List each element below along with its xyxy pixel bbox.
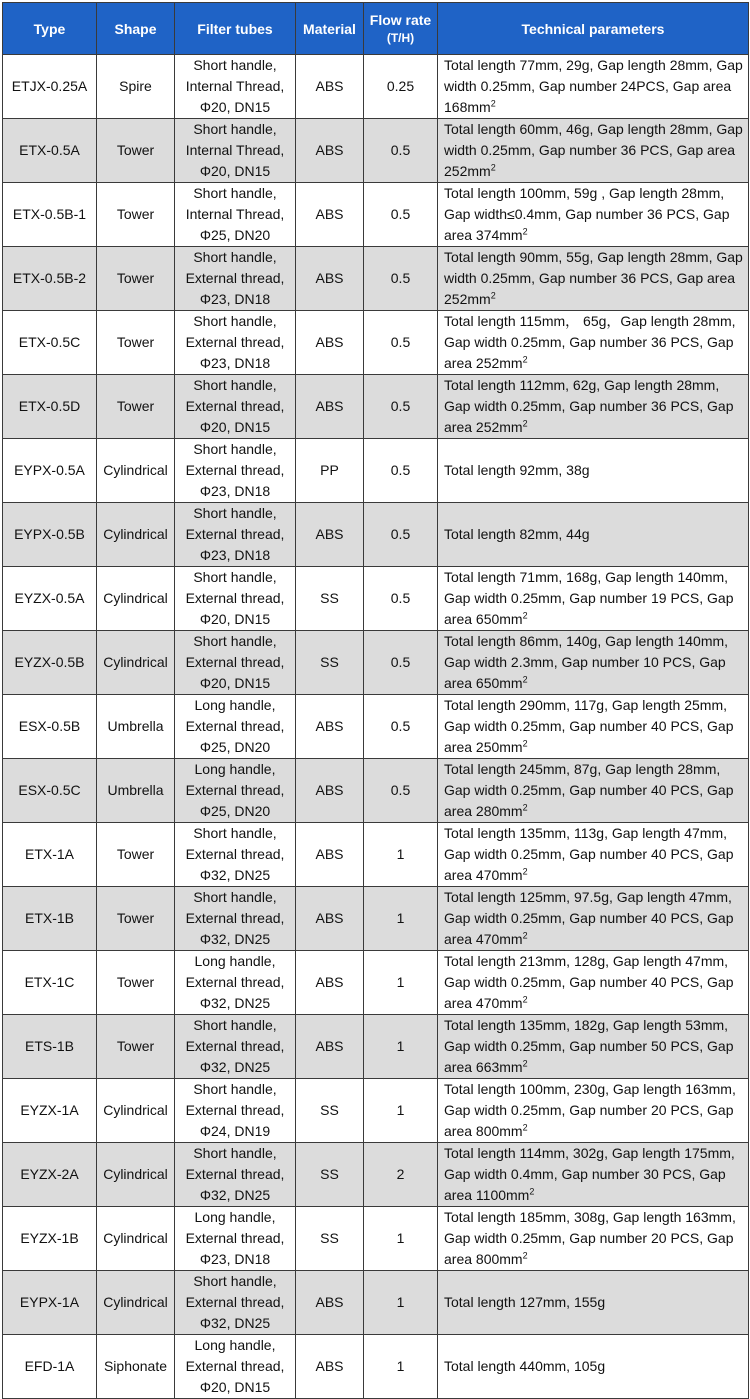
filter-tube-line: Φ32, DN25 [199, 867, 271, 883]
filter-tube-line: Φ32, DN25 [199, 1315, 271, 1331]
cell-shape: Umbrella [97, 759, 175, 823]
cell-type: ETX-1C [3, 951, 97, 1015]
cell-flow-rate: 0.5 [364, 247, 438, 311]
table-row [3, 439, 749, 503]
filter-tube-line: Short handle, [193, 313, 277, 329]
technical-text: Total length 114mm, 302g, Gap length 175mm, Gap width 0.4mm, Gap number 30 PCS, Gap area 1100mm [444, 1145, 735, 1203]
cell-type: ETJX-0.25A [3, 55, 97, 119]
cell-filter-tube [175, 55, 296, 119]
cell-shape: Tower [97, 375, 175, 439]
cell-shape: Tower [97, 951, 175, 1015]
cell-material: ABS [296, 951, 364, 1015]
cell-flow-rate: 2 [364, 1143, 438, 1207]
technical-text: Total length 100mm, 59g , Gap length 28mm, Gap width≤0.4mm, Gap number 36 PCS, Gap area 374mm [444, 185, 730, 243]
filter-tube-line: Short handle, [193, 1017, 277, 1033]
cell-material: SS [296, 1079, 364, 1143]
area-unit-superscript: 2 [522, 738, 528, 749]
cell-flow-rate: 0.5 [364, 759, 438, 823]
table-row [3, 1143, 749, 1207]
technical-text: Total length 125mm, 97.5g, Gap length 47mm, Gap width 0.25mm, Gap number 40 PCS, Gap area 470mm [444, 889, 734, 947]
cell-type: EYZX-2A [3, 1143, 97, 1207]
cell-filter-tube [175, 375, 296, 439]
cell-filter-tube [175, 695, 296, 759]
cell-flow-rate: 0.5 [364, 567, 438, 631]
cell-shape: Cylindrical [97, 631, 175, 695]
technical-text: Total length 100mm, 230g, Gap length 163mm, Gap width 0.25mm, Gap number 20 PCS, Gap area 800mm [444, 1081, 736, 1139]
cell-material: ABS [296, 503, 364, 567]
area-unit-superscript: 2 [522, 866, 528, 877]
cell-material: SS [296, 1143, 364, 1207]
header-type: Type [3, 3, 97, 55]
cell-material: ABS [296, 1335, 364, 1399]
filter-tube-line: Φ32, DN25 [199, 995, 271, 1011]
filter-tube-line: Long handle, [194, 953, 276, 969]
technical-text: Total length 112mm, 62g, Gap length 28mm, Gap width 0.25mm, Gap number 36 PCS, Gap area 252mm [444, 377, 734, 435]
filter-tube-line: External thread, [185, 462, 285, 478]
cell-technical-parameters [438, 375, 749, 439]
cell-technical-parameters [438, 759, 749, 823]
cell-material: SS [296, 1207, 364, 1271]
filter-tube-line: Φ32, DN25 [199, 931, 271, 947]
area-unit-superscript: 2 [522, 674, 528, 685]
filter-tube-line: Φ20, DN15 [199, 419, 271, 435]
cell-type: EYZX-0.5A [3, 567, 97, 631]
cell-type: EYZX-1B [3, 1207, 97, 1271]
filter-tube-line: Φ20, DN15 [199, 1379, 271, 1395]
table-row [3, 311, 749, 375]
area-unit-superscript: 2 [522, 994, 528, 1005]
cell-shape: Tower [97, 119, 175, 183]
cell-technical-parameters [438, 951, 749, 1015]
filter-tube-line: Φ32, DN25 [199, 1187, 271, 1203]
filter-tube-line: External thread, [185, 1102, 285, 1118]
cell-technical-parameters [438, 887, 749, 951]
filter-tube-line: Φ25, DN20 [199, 227, 271, 243]
filter-tube-line: Long handle, [194, 1337, 276, 1353]
header-filter-tubes: Filter tubes [175, 3, 296, 55]
cell-shape: Tower [97, 311, 175, 375]
cell-shape: Tower [97, 1015, 175, 1079]
flow-rate-unit: (T/H) [386, 30, 415, 45]
area-unit-superscript: 2 [522, 802, 528, 813]
cell-filter-tube [175, 1079, 296, 1143]
cell-material: ABS [296, 695, 364, 759]
cell-filter-tube [175, 1271, 296, 1335]
cell-shape: Cylindrical [97, 1079, 175, 1143]
cell-flow-rate: 0.5 [364, 183, 438, 247]
filter-tube-line: Φ20, DN15 [199, 99, 271, 115]
filter-tube-line: Short handle, [193, 1145, 277, 1161]
cell-shape: Siphonate [97, 1335, 175, 1399]
technical-text: Total length 245mm, 87g, Gap length 28mm, Gap width 0.25mm, Gap number 40 PCS, Gap area 280mm [444, 761, 734, 819]
table-row [3, 1207, 749, 1271]
filter-tube-line: Short handle, [193, 441, 277, 457]
table-row [3, 1271, 749, 1335]
filter-tube-line: Φ25, DN20 [199, 739, 271, 755]
area-unit-superscript: 2 [522, 930, 528, 941]
cell-filter-tube [175, 823, 296, 887]
filter-tube-line: External thread, [185, 334, 285, 350]
filter-tube-line: External thread, [185, 846, 285, 862]
cell-technical-parameters [438, 183, 749, 247]
filter-tube-line: Φ20, DN15 [199, 611, 271, 627]
cell-flow-rate: 0.5 [364, 439, 438, 503]
cell-filter-tube [175, 887, 296, 951]
table-row [3, 759, 749, 823]
cell-flow-rate: 0.5 [364, 631, 438, 695]
filter-tube-line: External thread, [185, 1358, 285, 1374]
filter-tube-line: External thread, [185, 1294, 285, 1310]
filter-tube-line: Short handle, [193, 249, 277, 265]
cell-material: ABS [296, 119, 364, 183]
filter-tube-line: Short handle, [193, 633, 277, 649]
cell-material: ABS [296, 1015, 364, 1079]
cell-shape: Spire [97, 55, 175, 119]
filter-tube-line: Short handle, [193, 889, 277, 905]
cell-filter-tube [175, 311, 296, 375]
cell-shape: Cylindrical [97, 567, 175, 631]
filter-tube-line: Short handle, [193, 1273, 277, 1289]
cell-technical-parameters [438, 1207, 749, 1271]
filter-tube-line: External thread, [185, 526, 285, 542]
cell-filter-tube [175, 439, 296, 503]
table-row [3, 1335, 749, 1399]
cell-type: EYZX-1A [3, 1079, 97, 1143]
technical-text: Total length 92mm, 38g [444, 462, 590, 478]
cell-flow-rate: 0.5 [364, 311, 438, 375]
technical-text: Total length 115mm， 65g，Gap length 28mm, Gap width 0.25mm, Gap number 36 PCS, Gap area 252mm [444, 313, 736, 371]
cell-flow-rate: 1 [364, 951, 438, 1015]
filter-tube-line: Φ23, DN18 [199, 483, 271, 499]
filter-tube-line: Φ23, DN18 [199, 291, 271, 307]
filter-tube-line: Φ24, DN19 [199, 1123, 271, 1139]
header-flow-rate [364, 3, 438, 55]
technical-text: Total length 135mm, 182g, Gap length 53mm, Gap width 0.25mm, Gap number 50 PCS, Gap area 663mm [444, 1017, 734, 1075]
cell-shape: Cylindrical [97, 1271, 175, 1335]
technical-text: Total length 440mm, 105g [444, 1358, 606, 1374]
cell-filter-tube [175, 951, 296, 1015]
cell-flow-rate: 0.5 [364, 695, 438, 759]
cell-type: ETS-1B [3, 1015, 97, 1079]
cell-material: ABS [296, 759, 364, 823]
technical-text: Total length 90mm, 55g, Gap length 28mm, Gap width 0.25mm, Gap number 36 PCS, Gap area 252mm [444, 249, 743, 307]
cell-flow-rate: 0.5 [364, 375, 438, 439]
cell-technical-parameters [438, 55, 749, 119]
filter-tube-line: External thread, [185, 1038, 285, 1054]
filter-tube-line: Φ23, DN18 [199, 355, 271, 371]
technical-text: Total length 185mm, 308g, Gap length 163mm, Gap width 0.25mm, Gap number 20 PCS, Gap area 800mm [444, 1209, 736, 1267]
cell-material: ABS [296, 247, 364, 311]
filter-tube-line: Φ23, DN18 [199, 1251, 271, 1267]
table-row [3, 887, 749, 951]
filter-tube-line: External thread, [185, 1166, 285, 1182]
table-row [3, 695, 749, 759]
table-row [3, 1079, 749, 1143]
filter-tube-line: External thread, [185, 782, 285, 798]
spec-table [2, 2, 749, 1399]
cell-flow-rate: 1 [364, 823, 438, 887]
cell-shape: Cylindrical [97, 1143, 175, 1207]
filter-tube-line: Short handle, [193, 569, 277, 585]
cell-filter-tube [175, 567, 296, 631]
cell-technical-parameters [438, 567, 749, 631]
cell-technical-parameters [438, 503, 749, 567]
area-unit-superscript: 2 [522, 1250, 528, 1261]
table-row [3, 183, 749, 247]
area-unit-superscript: 2 [490, 162, 496, 173]
cell-type: ETX-0.5B-1 [3, 183, 97, 247]
cell-material: ABS [296, 311, 364, 375]
filter-tube-line: Short handle, [193, 825, 277, 841]
cell-technical-parameters [438, 439, 749, 503]
cell-type: ETX-0.5B-2 [3, 247, 97, 311]
cell-type: ETX-1A [3, 823, 97, 887]
filter-tube-line: Short handle, [193, 57, 277, 73]
filter-tube-line: Φ20, DN15 [199, 163, 271, 179]
cell-type: ESX-0.5C [3, 759, 97, 823]
cell-filter-tube [175, 183, 296, 247]
filter-tube-line: Short handle, [193, 185, 277, 201]
table-row [3, 503, 749, 567]
cell-shape: Tower [97, 247, 175, 311]
cell-filter-tube [175, 1015, 296, 1079]
cell-technical-parameters [438, 695, 749, 759]
filter-tube-line: Long handle, [194, 761, 276, 777]
area-unit-superscript: 2 [490, 290, 496, 301]
cell-flow-rate: 0.5 [364, 119, 438, 183]
technical-text: Total length 86mm, 140g, Gap length 140mm, Gap width 2.3mm, Gap number 10 PCS, Gap area 650mm [444, 633, 729, 691]
filter-tube-line: External thread, [185, 974, 285, 990]
cell-type: ETX-1B [3, 887, 97, 951]
filter-tube-line: External thread, [185, 910, 285, 926]
cell-material: ABS [296, 55, 364, 119]
cell-flow-rate: 1 [364, 1015, 438, 1079]
cell-flow-rate: 1 [364, 1207, 438, 1271]
cell-material: SS [296, 631, 364, 695]
technical-text: Total length 77mm, 29g, Gap length 28mm, Gap width 0.25mm, Gap number 24PCS, Gap area 168mm [444, 57, 743, 115]
cell-material: ABS [296, 375, 364, 439]
cell-shape: Tower [97, 183, 175, 247]
table-row [3, 119, 749, 183]
cell-technical-parameters [438, 1143, 749, 1207]
cell-shape: Cylindrical [97, 503, 175, 567]
area-unit-superscript: 2 [522, 418, 528, 429]
cell-flow-rate: 1 [364, 1079, 438, 1143]
cell-shape: Tower [97, 887, 175, 951]
filter-tube-line: Internal Thread, [185, 78, 285, 94]
cell-filter-tube [175, 1207, 296, 1271]
cell-technical-parameters [438, 311, 749, 375]
filter-tube-line: External thread, [185, 654, 285, 670]
cell-type: ETX-0.5D [3, 375, 97, 439]
cell-shape: Cylindrical [97, 439, 175, 503]
technical-text: Total length 82mm, 44g [444, 526, 590, 542]
filter-tube-line: External thread, [185, 590, 285, 606]
header-row [3, 3, 749, 55]
cell-filter-tube [175, 119, 296, 183]
cell-material: ABS [296, 183, 364, 247]
cell-shape: Umbrella [97, 695, 175, 759]
filter-tube-line: Φ32, DN25 [199, 1059, 271, 1075]
header-shape: Shape [97, 3, 175, 55]
cell-technical-parameters [438, 1335, 749, 1399]
cell-flow-rate: 1 [364, 887, 438, 951]
cell-filter-tube [175, 1143, 296, 1207]
area-unit-superscript: 2 [490, 98, 496, 109]
table-row [3, 951, 749, 1015]
area-unit-superscript: 2 [529, 1186, 535, 1197]
cell-technical-parameters [438, 823, 749, 887]
table-row [3, 55, 749, 119]
cell-type: EFD-1A [3, 1335, 97, 1399]
filter-tube-line: Long handle, [194, 697, 276, 713]
filter-tube-line: External thread, [185, 1230, 285, 1246]
cell-type: ESX-0.5B [3, 695, 97, 759]
filter-tube-line: Internal Thread, [185, 206, 285, 222]
cell-shape: Tower [97, 823, 175, 887]
table-row [3, 247, 749, 311]
technical-text: Total length 71mm, 168g, Gap length 140mm, Gap width 0.25mm, Gap number 19 PCS, Gap area 650mm [444, 569, 734, 627]
filter-tube-line: External thread, [185, 718, 285, 734]
cell-technical-parameters [438, 1015, 749, 1079]
table-row [3, 567, 749, 631]
cell-flow-rate: 1 [364, 1271, 438, 1335]
technical-text: Total length 60mm, 46g, Gap length 28mm, Gap width 0.25mm, Gap number 36 PCS, Gap area 252mm [444, 121, 743, 179]
cell-technical-parameters [438, 631, 749, 695]
area-unit-superscript: 2 [522, 1122, 528, 1133]
cell-type: ETX-0.5C [3, 311, 97, 375]
cell-filter-tube [175, 631, 296, 695]
cell-material: SS [296, 567, 364, 631]
filter-tube-line: Long handle, [194, 1209, 276, 1225]
cell-filter-tube [175, 759, 296, 823]
area-unit-superscript: 2 [522, 610, 528, 621]
technical-text: Total length 127mm, 155g [444, 1294, 606, 1310]
filter-tube-line: Short handle, [193, 377, 277, 393]
cell-flow-rate: 0.25 [364, 55, 438, 119]
cell-type: EYPX-1A [3, 1271, 97, 1335]
cell-flow-rate: 1 [364, 1335, 438, 1399]
cell-flow-rate: 0.5 [364, 503, 438, 567]
technical-text: Total length 290mm, 117g, Gap length 25mm, Gap width 0.25mm, Gap number 40 PCS, Gap area 250mm [444, 697, 734, 755]
filter-tube-line: Short handle, [193, 1081, 277, 1097]
cell-technical-parameters [438, 1079, 749, 1143]
area-unit-superscript: 2 [522, 226, 528, 237]
technical-text: Total length 213mm, 128g, Gap length 47mm, Gap width 0.25mm, Gap number 40 PCS, Gap area 470mm [444, 953, 734, 1011]
filter-tube-line: External thread, [185, 398, 285, 414]
technical-text: Total length 135mm, 113g, Gap length 47mm, Gap width 0.25mm, Gap number 40 PCS, Gap area 470mm [444, 825, 734, 883]
cell-material: ABS [296, 823, 364, 887]
table-row [3, 631, 749, 695]
cell-shape: Cylindrical [97, 1207, 175, 1271]
cell-technical-parameters [438, 247, 749, 311]
header-technical-parameters: Technical parameters [438, 3, 749, 55]
filter-tube-line: Short handle, [193, 505, 277, 521]
cell-type: EYZX-0.5B [3, 631, 97, 695]
cell-material: PP [296, 439, 364, 503]
cell-technical-parameters [438, 1271, 749, 1335]
area-unit-superscript: 2 [522, 1058, 528, 1069]
filter-tube-line: Φ20, DN15 [199, 675, 271, 691]
flow-rate-label: Flow rate [369, 11, 432, 28]
table-row [3, 375, 749, 439]
cell-technical-parameters [438, 119, 749, 183]
table-row [3, 1015, 749, 1079]
filter-tube-line: Φ23, DN18 [199, 547, 271, 563]
table-row [3, 823, 749, 887]
cell-filter-tube [175, 503, 296, 567]
filter-tube-line: Internal Thread, [185, 142, 285, 158]
area-unit-superscript: 2 [522, 354, 528, 365]
cell-filter-tube [175, 1335, 296, 1399]
cell-material: ABS [296, 887, 364, 951]
header-material: Material [296, 3, 364, 55]
filter-tube-line: Φ25, DN20 [199, 803, 271, 819]
cell-type: EYPX-0.5B [3, 503, 97, 567]
cell-material: ABS [296, 1271, 364, 1335]
cell-type: ETX-0.5A [3, 119, 97, 183]
filter-tube-line: Short handle, [193, 121, 277, 137]
filter-tube-line: External thread, [185, 270, 285, 286]
cell-type: EYPX-0.5A [3, 439, 97, 503]
cell-filter-tube [175, 247, 296, 311]
